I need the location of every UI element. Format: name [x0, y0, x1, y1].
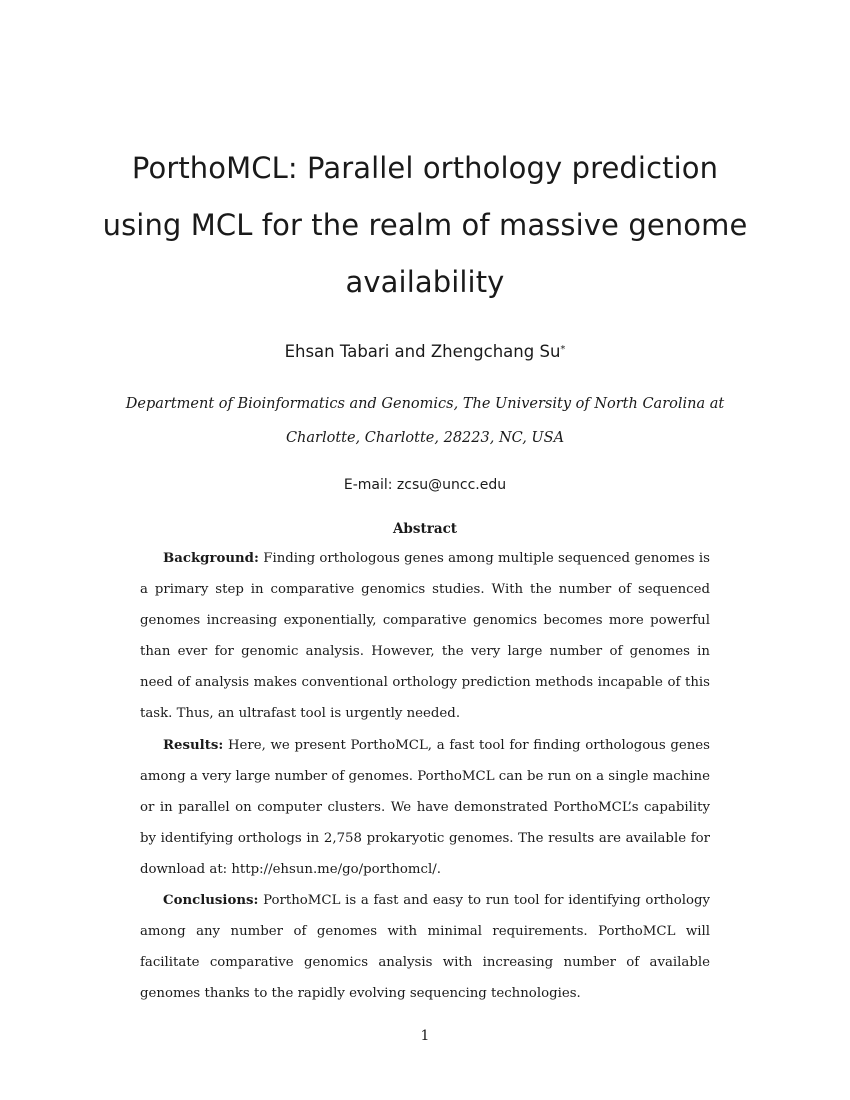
author-names: Ehsan Tabari and Zhengchang Su	[284, 342, 561, 361]
page-number: 1	[420, 1028, 430, 1044]
abstract-heading: Abstract	[392, 521, 458, 537]
background-label: Background:	[163, 551, 259, 566]
results-label: Results:	[163, 737, 224, 753]
background-text: Finding orthologous genes among multiple sequenced genomes is a primary step in comparative genomics studies. With the number of sequenced genomes increasing exponentially, comparative genomics becomes more powerful than ever for genomic analysis. However, the very large number of genomes in need of analysis makes conventional orthology prediction methods incapable of this task. Thus, an ultrafast tool is urgently needed.	[140, 551, 710, 722]
abstract-conclusions-paragraph	[140, 885, 710, 1009]
conclusions-label: Conclusions:	[163, 893, 259, 909]
abstract-background-paragraph	[140, 543, 710, 730]
author-list	[0, 340, 850, 364]
abstract-body	[140, 543, 710, 1009]
contact-email: E-mail: zcsu@uncc.edu	[343, 477, 507, 493]
author-affiliation: Department of Bioinformatics and Genomics, The University of North Carolina at Charlotte, Charlotte, 28223, NC, USA	[125, 396, 725, 446]
paper-title: PorthoMCL: Parallel orthology prediction using MCL for the realm of massive genome availability	[102, 151, 748, 299]
conclusions-text: PorthoMCL is a fast and easy to run tool for identifying orthology among any number of genomes with minimal requirements. PorthoMCL will facilitate comparative genomics analysis with increasing number of available genomes thanks to the rapidly evolving sequencing technologies.	[140, 893, 710, 1002]
results-text: Here, we present PorthoMCL, a fast tool for finding orthologous genes among a very large number of genomes. PorthoMCL can be run on a single machine or in parallel on computer clusters. We have demonstrated PorthoMCL’s capability by identifying orthologs in 2,758 prokaryotic genomes. The results are available for download at: http://ehsun.me/go/porthomcl/.	[140, 737, 710, 877]
corresponding-author-mark: *	[560, 344, 566, 355]
abstract-results-paragraph	[140, 730, 710, 885]
